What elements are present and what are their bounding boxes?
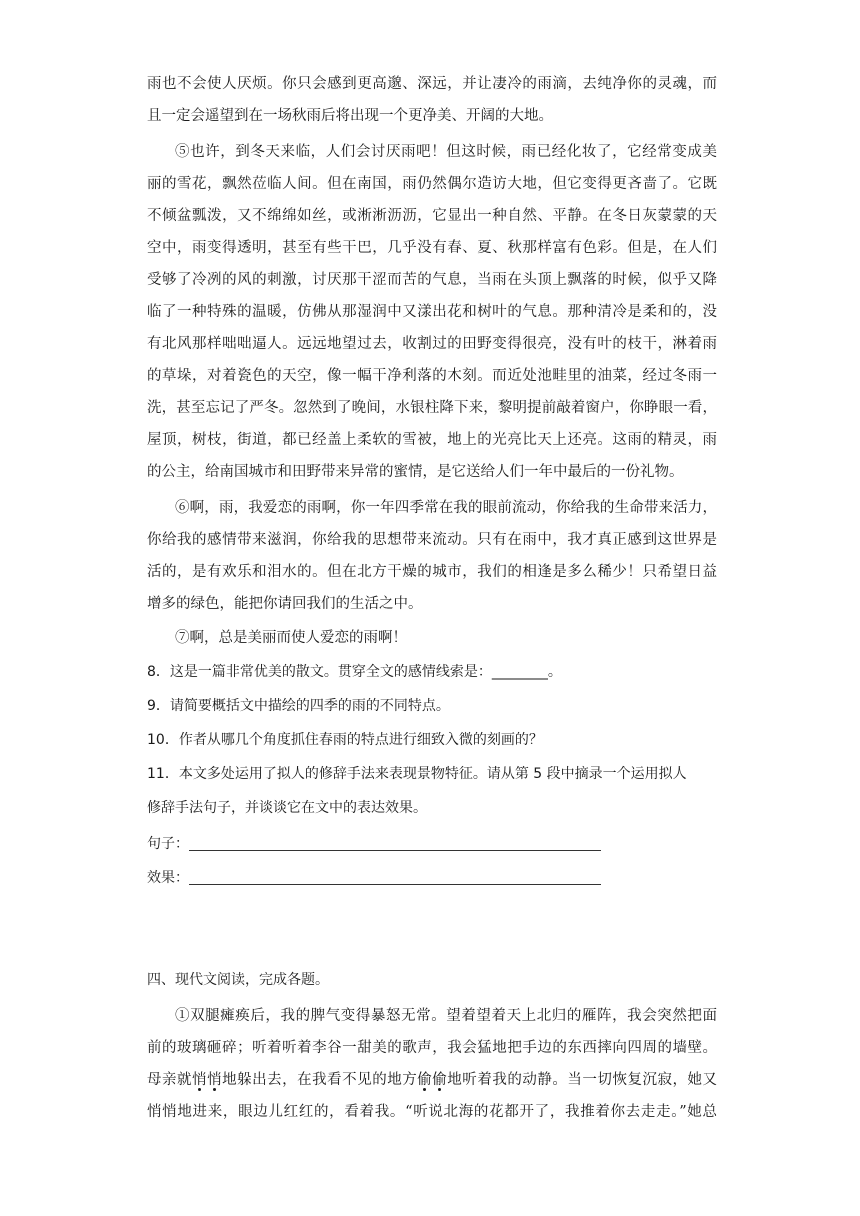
- passage-line: 空中，雨变得透明，甚至有些干巴，几乎没有春、夏、秋那样富有色彩。但是，在人们: [147, 240, 717, 256]
- passage-line: 丽的雪花，飘然莅临人间。但在南国，雨仍然偶尔造访大地，但它变得更吝啬了。它既: [147, 176, 717, 192]
- passage-line: 雨也不会使人厌烦。你只会感到更高邈、深远，并让凄冷的雨滴，去纯净你的灵魂，而: [147, 76, 717, 92]
- passage-line: 有北风那样咄咄逼人。远远地望过去，收割过的田野变得很亮，没有叶的枝干，淋着雨: [147, 336, 717, 352]
- passage-line: ①双腿瘫痪后，我的脾气变得暴怒无常。望着望着天上北归的雁阵，我会突然把面: [175, 1008, 717, 1024]
- question-10: 10．作者从哪几个角度抓住春雨的特点进行细致入微的刻画的？: [147, 732, 543, 748]
- passage-line: 不倾盆瓢泼，又不绵绵如丝，或淅淅沥沥，它显出一种自然、平静。在冬日灰蒙蒙的天: [147, 208, 717, 224]
- emphasis-char: 偷: [417, 1072, 433, 1088]
- text-run: 地听着我的动静。当一切恢复沉寂，她又: [447, 1072, 718, 1088]
- passage-line: 临了一种特殊的温暖，仿佛从那湿润中又漾出花和树叶的气息。那种清冷是柔和的，没: [147, 304, 717, 320]
- passage-line: [147, 1068, 717, 1092]
- passage-line: 洗，甚至忘记了严冬。忽然到了晚间，水银柱降下来，黎明提前敲着窗户，你睁眼一看，: [147, 400, 717, 416]
- emphasis-dotted-word: [192, 1072, 222, 1088]
- sentence-answer-row: [147, 832, 727, 856]
- passage-line: ⑦啊，总是美丽而使人爱恋的雨啊！: [175, 630, 407, 646]
- question-8-suffix: 。: [547, 664, 562, 680]
- question-11-line2: 修辞手法句子，并谈谈它在文中的表达效果。: [147, 800, 427, 816]
- passage-line: 的草垛，对着瓷色的天空，像一幅干净利落的木刻。而近处池畦里的油菜，经过冬雨一: [147, 368, 717, 384]
- question-11-line1: 11．本文多处运用了拟人的修辞手法来表现景物特征。请从第 5 段中摘录一个运用拟人: [147, 766, 687, 782]
- effect-label: 效果：: [147, 870, 189, 886]
- passage-line: 活的，是有欢乐和泪水的。但在北方干燥的城市，我们的相逢是多么稀少！只希望日益: [147, 564, 717, 580]
- passage-line: 前的玻璃砸碎；听着听着李谷一甜美的歌声，我会猛地把手边的东西摔向四周的墙壁。: [147, 1040, 717, 1056]
- section-heading: 四、现代文阅读，完成各题。: [147, 972, 329, 988]
- effect-answer-row: [147, 866, 727, 890]
- passage-line: ⑤也许，到冬天来临，人们会讨厌雨吧！但这时候，雨已经化妆了，它经常变成美: [175, 144, 717, 160]
- sentence-label: 句子：: [147, 836, 189, 852]
- passage-line: 受够了冷冽的风的刺激，讨厌那干涩而苦的气息，当雨在头顶上飘落的时候，似乎又降: [147, 272, 717, 288]
- passage-line: 悄悄地进来，眼边儿红红的，看着我。“听说北海的花都开了，我推着你去走走。”她总: [147, 1104, 717, 1120]
- passage-line: 且一定会遥望到在一场秋雨后将出现一个更净美、开阔的大地。: [147, 108, 553, 124]
- passage-line: 的公主，给南国城市和田野带来异常的蜜情，是它送给人们一年中最后的一份礼物。: [147, 464, 684, 480]
- passage-line: 你给我的感情带来滋润，你给我的思想带来流动。只有在雨中，我才真正感到这世界是: [147, 532, 717, 548]
- effect-answer-line[interactable]: [189, 884, 601, 885]
- passage-line: 增多的绿色，能把你请回我们的生活之中。: [147, 596, 423, 612]
- question-8-text: 8．这是一篇非常优美的散文。贯穿全文的感情线索是：: [147, 664, 492, 680]
- emphasis-dotted-word: [417, 1072, 447, 1088]
- passage-line: ⑥啊，雨，我爱恋的雨啊，你一年四季常在我的眼前流动，你给我的生命带来活力，: [175, 500, 717, 516]
- question-8: [147, 660, 727, 684]
- sentence-answer-line[interactable]: [189, 850, 601, 851]
- emphasis-char: 悄: [192, 1072, 208, 1088]
- question-9: 9．请简要概括文中描绘的四季的雨的不同特点。: [147, 698, 450, 714]
- text-run: 地躲出去，在我看不见的地方: [222, 1072, 418, 1088]
- emphasis-char: 偷: [432, 1072, 448, 1088]
- text-run: 母亲就: [147, 1072, 193, 1088]
- passage-line: 屋顶，树枝，街道，都已经盖上柔软的雪被，地上的光亮比天上还亮。这雨的精灵，雨: [147, 432, 717, 448]
- answer-blank[interactable]: ________: [491, 664, 548, 680]
- emphasis-char: 悄: [207, 1072, 223, 1088]
